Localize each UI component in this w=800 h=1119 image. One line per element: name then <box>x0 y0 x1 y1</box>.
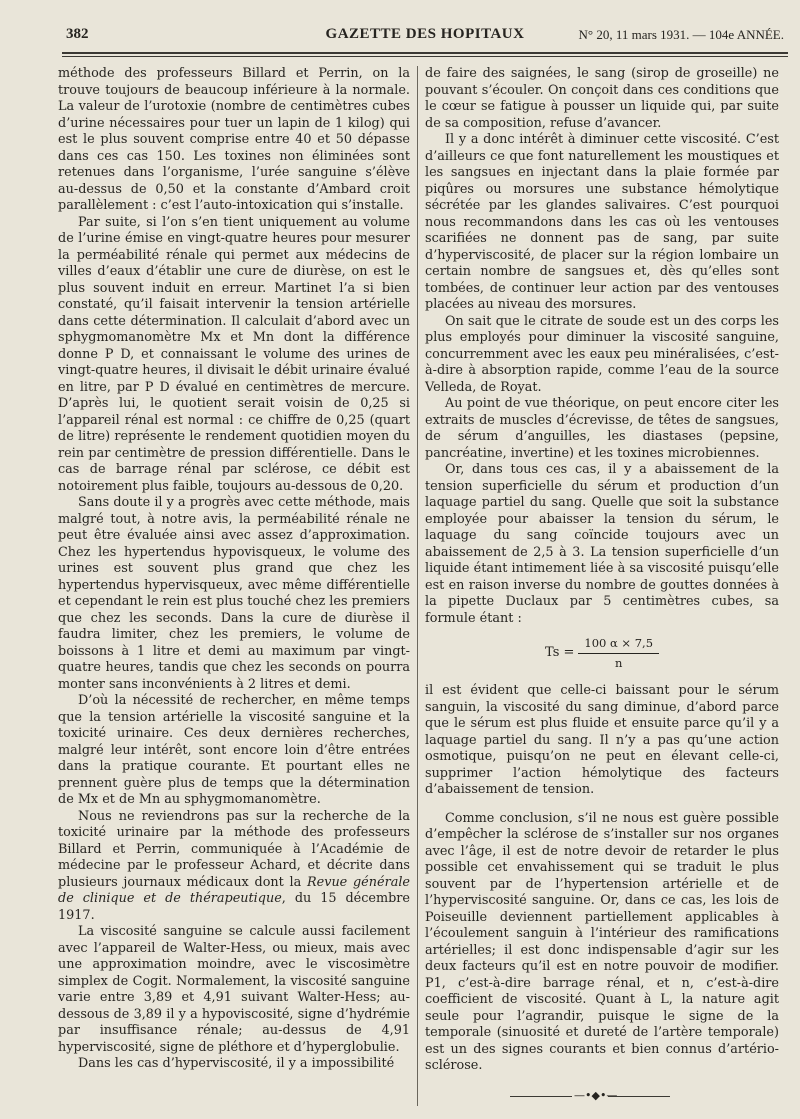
paragraph: Dans les cas d’hyperviscosité, il y a impossibilité <box>78 1056 395 1071</box>
issue-info: N° 20, 11 mars 1931. — 104e ANNÉE. <box>578 27 784 42</box>
paragraph: méthode des professeurs Billard et Perrin, on la trouve toujours de beaucoup inférieure à la normale. La valeur de l’urotoxie (nombre de centimètres cubes d’urine nécessaires pour tuer un lapin de 1 kilog) qui est le plus souvent comprise entre 40 et 50 dépasse dans ces cas 150. Les toxines non éliminées sont retenues dans l’organisme, l’urée sanguine s’élève au-dessus de 0,50 et la constante d’Ambard croit parallèlement : c’est l’auto-intoxication qui s’installe. <box>58 66 410 213</box>
formula-numerator: 100 α × 7,5 <box>578 635 659 654</box>
header-rule-thick <box>62 52 788 54</box>
left-column <box>58 66 410 1073</box>
paragraph: Il y a donc intérêt à diminuer cette viscosité. C’est d’ailleurs ce que font naturellement les moustiques et les sangsues en injectant dans la plaie formée par piqûres ou morsures une substance hémolytique sécrétée par les glandes salivaires. C’est pourquoi nous recommandons dans les cas où les ventouses scarifiées ne donnent pas de sang, par suite d’hyperviscosité, de placer sur la région lombaire un certain nombre de sangsues et, dès qu’elles sont tombées, de continuer leur action par des ventouses placées au niveau des morsures. <box>425 132 779 312</box>
paragraph-text: , du 15 décembre 1917. <box>58 891 410 923</box>
paragraph: Au point de vue théorique, on peut encore citer les extraits de muscles d’écrevisse, de têtes de sangsues, de sérum d’anguilles, les diastases (pepsine, pancréatine, invertine) et les toxines microbiennes. <box>425 396 779 461</box>
header-rule-thin <box>62 56 788 57</box>
paragraph: Sans doute il y a progrès avec cette méthode, mais malgré tout, à notre avis, la perméabilité rénale ne peut être évaluée ainsi avec assez d’approximation. Chez les hypertendus hypovisqueux, le volume des urines est souvent plus grand que chez les hypertendus hypervisqueux, avec même différentielle et cependant le rein est plus touché chez les premiers que chez les seconds. Dans la cure de diurèse il faudra limiter, chez les premiers, le volume de boissons à 1 litre et demi au maximum par vingt-quatre heures, tandis que chez les seconds on pourra monter sans inconvénients à 2 litres et demi. <box>58 495 410 692</box>
paragraph: Or, dans tous ces cas, il y a abaissement de la tension superficielle du sérum et production d’un laquage partiel du sang. Quelle que soit la substance employée pour abaisser la tension du sérum, le laquage du sang coïncide toujours avec un abaissement de 2,5 à 3. La tension superficielle d’un liquide étant intimement liée à sa viscosité puisqu’elle est en raison inverse du nombre de gouttes données à la pipette Duclaux par 5 centimètres cubes, sa formule étant : <box>425 462 779 626</box>
column-divider <box>417 66 418 1106</box>
paragraph: La viscosité sanguine se calcule aussi facilement avec l’appareil de Walter-Hess, ou mieux, mais avec une approximation moindre, avec le viscosimètre simplex de Cogit. Normalement, la viscosité sanguine varie entre 3,89 et 4,91 suivant Walter-Hess; au-dessous de 3,89 il y a hypoviscosité, signe d’hydrémie par insuffisance rénale; au-dessus de 4,91 hyperviscosité, signe de pléthore et d’hyperglobulie. <box>58 924 410 1055</box>
paragraph-gap <box>425 799 779 811</box>
paragraph: On sait que le citrate de soude est un des corps les plus employés pour diminuer la viscosité sanguine, concurremment avec les eaux peu minéralisées, c’est-à-dire à absorption rapide, comme l’eau de la source Velleda, de Royat. <box>425 313 779 395</box>
paragraph-text: Nous ne reviendrons pas sur la recherche de la toxicité urinaire par la méthode des professeurs Billard et Perrin, communiquée à l’Académie de médecine par le professeur Achard, et décrite dans plusieurs journaux médicaux dont la <box>58 808 410 890</box>
right-column <box>425 66 779 1075</box>
paragraph: de faire des saignées, le sang (sirop de groseille) ne pouvant s’écouler. On conçoit dans ces conditions que le cœur se fatigue à pousser un liquide qui, par suite de sa composition, refuse d’avancer. <box>425 66 779 131</box>
page-number: 382 <box>66 26 89 42</box>
formula-lhs: Ts = <box>544 644 575 660</box>
formula-denominator: n <box>615 655 623 670</box>
formula-fraction <box>578 635 659 671</box>
paragraph: Comme conclusion, s’il ne nous est guère possible d’empêcher la sclérose de s’installer sur nos organes avec l’âge, il est de notre devoir de retarder le plus possible cet envahissement qui se traduit le plus souvent par de l’hypertension artérielle et de l’hyperviscosité sanguine. Or, dans ce cas, les lois de Poiseuille deviennent partiellement applicables à l’écoulement sanguin à l’intérieur des ramifications artérielles; il est donc indispensable d’agir sur les deux facteurs qu’il est en notre pouvoir de modifier. P1, c’est-à-dire barrage rénal, et n, c’est-à-dire coefficient de viscosité. Quant à L, la nature agit seule pour l’agrandir, puisque le signe de la temporale (sinuosité et dureté de l’artère temporale) est un des signes courants et bien connus d’artério-sclérose. <box>425 810 779 1073</box>
paragraph: il est évident que celle-ci baissant pour le sérum sanguin, la viscosité du sang diminue, d’abord parce que le sérum est plus fluide et ensuite parce qu’il y a laquage partiel du sang. Il n’y a pas qu’une action osmotique, puisqu’on ne peut en élevant celle-ci, supprimer l’action hémolytique des facteurs d’abaissement de tension. <box>425 683 779 797</box>
paragraph <box>58 809 410 925</box>
end-of-article-ornament <box>510 1089 670 1102</box>
ornament-line-left <box>510 1096 572 1097</box>
formula <box>425 635 779 671</box>
journal-reference: Revue générale de clinique et de thérapeutique <box>58 874 410 906</box>
ornament-line-right <box>608 1096 670 1097</box>
paragraph: D’où la nécessité de rechercher, en même temps que la tension artérielle la viscosité sanguine et la toxicité urinaire. Ces deux dernières recherches, malgré leur intérêt, sont encore loin d’être entrées dans la pratique courante. Et pourtant elles ne prennent guère plus de temps que la détermination de Mx et de Mn au sphygmomanomètre. <box>58 693 410 807</box>
paragraph: Par suite, si l’on s’en tient uniquement au volume de l’urine émise en vingt-quatre heures pour mesurer la perméabilité rénale qui permet aux médecins de villes d’eaux d’établir une cure de diurèse, on est le plus souvent induit en erreur. Martinet l’a si bien constaté, qu’il faisait intervenir la tension artérielle dans cette détermination. Il calculait d’abord avec un sphygmomanomètre Mx et Mn dont la différence donne P D, et connaissant le volume des urines de vingt-quatre heures, il divisait le débit urinaire évalué en litre, par P D évalué en centimètres de mercure. D’après lui, le quotient serait voisin de 0,25 si l’appareil rénal est normal : ce chiffre de 0,25 (quart de litre) représente le rendement quotidien moyen du rein par centimètre de pression différentielle. Dans le cas de barrage rénal par sclérose, ce débit est notoirement plus faible, toujours au-dessous de 0,20. <box>58 214 410 494</box>
ornament-glyph: —•◆•— <box>574 1089 618 1102</box>
running-header <box>62 24 788 46</box>
journal-title: GAZETTE DES HOPITAUX <box>325 26 525 42</box>
